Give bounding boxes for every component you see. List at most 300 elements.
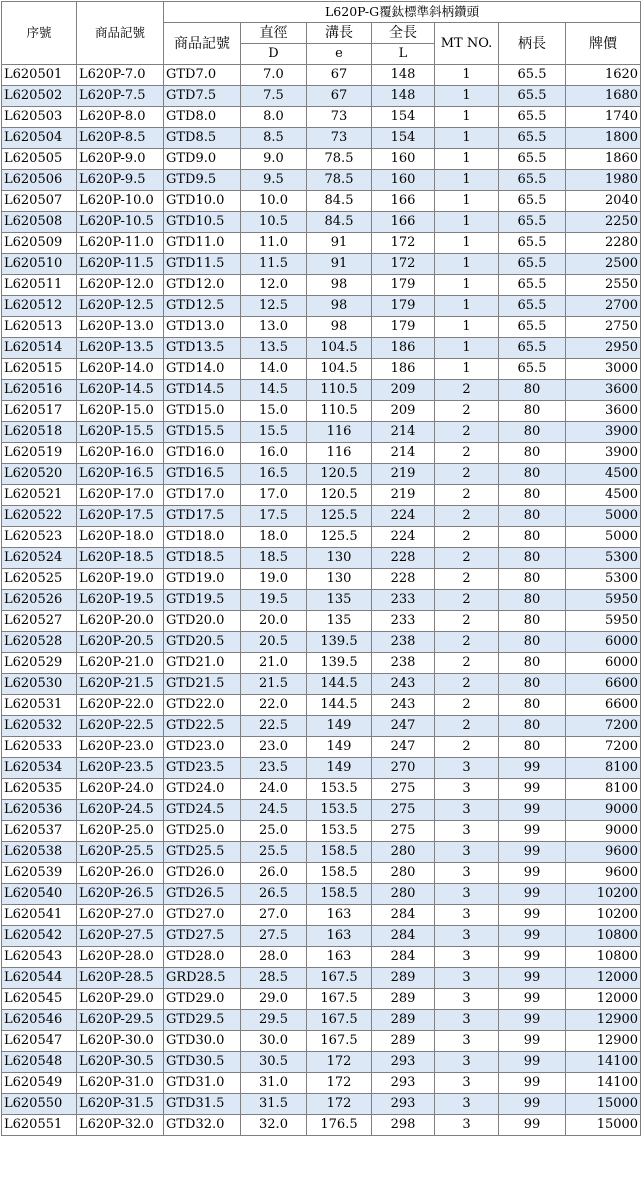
cell-mt-no: 2: [435, 632, 499, 653]
cell-product-code-2: GTD24.0: [164, 779, 241, 800]
table-row: [2, 548, 641, 569]
cell-price: 3900: [566, 443, 641, 464]
cell-price: 14100: [566, 1073, 641, 1094]
cell-diameter: 20.5: [241, 632, 307, 653]
cell-serial: L620531: [2, 695, 77, 716]
cell-diameter: 12.0: [241, 275, 307, 296]
cell-shank-length: 65.5: [499, 170, 566, 191]
cell-product-code: L620P-22.5: [77, 716, 164, 737]
cell-product-code-2: GTD20.5: [164, 632, 241, 653]
cell-mt-no: 1: [435, 359, 499, 380]
table-row: [2, 842, 641, 863]
cell-diameter: 14.0: [241, 359, 307, 380]
table-row: [2, 296, 641, 317]
cell-diameter: 25.5: [241, 842, 307, 863]
cell-shank-length: 80: [499, 695, 566, 716]
table-row: [2, 191, 641, 212]
cell-shank-length: 65.5: [499, 275, 566, 296]
cell-product-code-2: GTD18.0: [164, 527, 241, 548]
cell-product-code-2: GTD10.0: [164, 191, 241, 212]
cell-total-length: 280: [372, 842, 435, 863]
cell-diameter: 23.5: [241, 758, 307, 779]
cell-product-code-2: GTD30.5: [164, 1052, 241, 1073]
cell-product-code-2: GTD14.0: [164, 359, 241, 380]
cell-mt-no: 3: [435, 1073, 499, 1094]
cell-price: 5000: [566, 506, 641, 527]
cell-product-code-2: GTD13.5: [164, 338, 241, 359]
cell-mt-no: 2: [435, 674, 499, 695]
cell-total-length: 154: [372, 128, 435, 149]
cell-flute-length: 78.5: [307, 170, 372, 191]
cell-product-code-2: GTD7.5: [164, 86, 241, 107]
table-row: [2, 338, 641, 359]
cell-serial: L620538: [2, 842, 77, 863]
cell-total-length: 228: [372, 569, 435, 590]
cell-diameter: 21.0: [241, 653, 307, 674]
cell-total-length: 289: [372, 968, 435, 989]
cell-price: 12000: [566, 968, 641, 989]
cell-diameter: 11.5: [241, 254, 307, 275]
cell-diameter: 24.5: [241, 800, 307, 821]
cell-serial: L620530: [2, 674, 77, 695]
cell-total-length: 166: [372, 191, 435, 212]
cell-product-code-2: GTD10.5: [164, 212, 241, 233]
cell-total-length: 228: [372, 548, 435, 569]
cell-shank-length: 80: [499, 548, 566, 569]
cell-serial: L620541: [2, 905, 77, 926]
cell-product-code: L620P-13.5: [77, 338, 164, 359]
cell-price: 15000: [566, 1115, 641, 1136]
cell-product-code: L620P-7.0: [77, 65, 164, 86]
cell-shank-length: 80: [499, 611, 566, 632]
cell-product-code-2: GTD15.0: [164, 401, 241, 422]
cell-total-length: 179: [372, 317, 435, 338]
cell-flute-length: 158.5: [307, 884, 372, 905]
cell-price: 6600: [566, 674, 641, 695]
cell-product-code-2: GTD12.5: [164, 296, 241, 317]
cell-diameter: 32.0: [241, 1115, 307, 1136]
cell-serial: L620509: [2, 233, 77, 254]
cell-shank-length: 65.5: [499, 296, 566, 317]
cell-flute-length: 172: [307, 1094, 372, 1115]
cell-diameter: 7.5: [241, 86, 307, 107]
cell-product-code: L620P-24.5: [77, 800, 164, 821]
cell-product-code: L620P-8.5: [77, 128, 164, 149]
cell-product-code-2: GTD29.0: [164, 989, 241, 1010]
cell-shank-length: 65.5: [499, 359, 566, 380]
cell-product-code: L620P-10.0: [77, 191, 164, 212]
cell-serial: L620507: [2, 191, 77, 212]
cell-flute-length: 73: [307, 107, 372, 128]
cell-diameter: 29.0: [241, 989, 307, 1010]
cell-product-code: L620P-26.5: [77, 884, 164, 905]
cell-total-length: 219: [372, 464, 435, 485]
cell-total-length: 224: [372, 527, 435, 548]
cell-product-code: L620P-28.5: [77, 968, 164, 989]
table-row: [2, 1031, 641, 1052]
cell-diameter: 10.0: [241, 191, 307, 212]
cell-shank-length: 65.5: [499, 65, 566, 86]
cell-flute-length: 153.5: [307, 800, 372, 821]
cell-price: 7200: [566, 737, 641, 758]
cell-total-length: 148: [372, 65, 435, 86]
cell-total-length: 172: [372, 254, 435, 275]
cell-serial: L620502: [2, 86, 77, 107]
cell-product-code: L620P-24.0: [77, 779, 164, 800]
cell-price: 8100: [566, 779, 641, 800]
cell-price: 12900: [566, 1010, 641, 1031]
cell-product-code: L620P-14.5: [77, 380, 164, 401]
cell-product-code-2: GTD19.0: [164, 569, 241, 590]
cell-total-length: 209: [372, 401, 435, 422]
cell-shank-length: 80: [499, 716, 566, 737]
cell-product-code-2: GTD31.5: [164, 1094, 241, 1115]
cell-mt-no: 1: [435, 128, 499, 149]
cell-product-code: L620P-17.0: [77, 485, 164, 506]
cell-total-length: 179: [372, 275, 435, 296]
cell-mt-no: 3: [435, 947, 499, 968]
cell-shank-length: 99: [499, 1073, 566, 1094]
cell-product-code-2: GTD17.5: [164, 506, 241, 527]
table-row: [2, 674, 641, 695]
cell-product-code: L620P-30.5: [77, 1052, 164, 1073]
cell-mt-no: 2: [435, 737, 499, 758]
cell-product-code: L620P-29.0: [77, 989, 164, 1010]
cell-serial: L620550: [2, 1094, 77, 1115]
cell-flute-length: 104.5: [307, 359, 372, 380]
cell-shank-length: 65.5: [499, 149, 566, 170]
cell-product-code-2: GTD22.5: [164, 716, 241, 737]
cell-shank-length: 80: [499, 569, 566, 590]
cell-flute-length: 84.5: [307, 191, 372, 212]
cell-price: 1860: [566, 149, 641, 170]
cell-diameter: 12.5: [241, 296, 307, 317]
cell-diameter: 31.0: [241, 1073, 307, 1094]
cell-flute-length: 163: [307, 947, 372, 968]
cell-product-code: L620P-31.5: [77, 1094, 164, 1115]
cell-product-code-2: GTD24.5: [164, 800, 241, 821]
cell-diameter: 8.0: [241, 107, 307, 128]
cell-product-code: L620P-25.5: [77, 842, 164, 863]
cell-flute-length: 149: [307, 737, 372, 758]
table-row: [2, 590, 641, 611]
cell-price: 2700: [566, 296, 641, 317]
cell-serial: L620529: [2, 653, 77, 674]
cell-product-code: L620P-13.0: [77, 317, 164, 338]
cell-price: 12000: [566, 989, 641, 1010]
cell-serial: L620527: [2, 611, 77, 632]
cell-mt-no: 1: [435, 338, 499, 359]
cell-shank-length: 80: [499, 401, 566, 422]
cell-flute-length: 153.5: [307, 821, 372, 842]
cell-flute-length: 167.5: [307, 968, 372, 989]
table-row: [2, 821, 641, 842]
cell-product-code-2: GTD14.5: [164, 380, 241, 401]
cell-serial: L620533: [2, 737, 77, 758]
cell-mt-no: 1: [435, 233, 499, 254]
cell-product-code-2: GTD21.5: [164, 674, 241, 695]
cell-flute-length: 139.5: [307, 653, 372, 674]
cell-flute-length: 116: [307, 443, 372, 464]
cell-price: 15000: [566, 1094, 641, 1115]
cell-product-code: L620P-20.0: [77, 611, 164, 632]
cell-shank-length: 80: [499, 422, 566, 443]
cell-flute-length: 91: [307, 254, 372, 275]
cell-mt-no: 1: [435, 191, 499, 212]
cell-product-code-2: GTD29.5: [164, 1010, 241, 1031]
table-row: [2, 527, 641, 548]
cell-product-code: L620P-8.0: [77, 107, 164, 128]
cell-shank-length: 65.5: [499, 191, 566, 212]
cell-product-code: L620P-12.0: [77, 275, 164, 296]
cell-product-code-2: GTD21.0: [164, 653, 241, 674]
header-product-code-2: 商品記號: [164, 23, 241, 65]
table-row: [2, 1094, 641, 1115]
cell-shank-length: 65.5: [499, 254, 566, 275]
cell-price: 2550: [566, 275, 641, 296]
cell-product-code: L620P-26.0: [77, 863, 164, 884]
cell-serial: L620512: [2, 296, 77, 317]
cell-mt-no: 2: [435, 569, 499, 590]
cell-flute-length: 163: [307, 926, 372, 947]
cell-flute-length: 163: [307, 905, 372, 926]
cell-serial: L620547: [2, 1031, 77, 1052]
cell-product-code-2: GTD17.0: [164, 485, 241, 506]
header-mt-no: MT NO.: [435, 23, 499, 65]
cell-product-code: L620P-7.5: [77, 86, 164, 107]
header-flute-length: 溝長: [307, 23, 372, 44]
table-body: [2, 65, 641, 1136]
cell-total-length: 280: [372, 863, 435, 884]
cell-mt-no: 2: [435, 380, 499, 401]
cell-product-code-2: GTD25.0: [164, 821, 241, 842]
cell-mt-no: 3: [435, 821, 499, 842]
cell-serial: L620523: [2, 527, 77, 548]
cell-total-length: 247: [372, 716, 435, 737]
header-price: 牌價: [566, 23, 641, 65]
cell-serial: L620508: [2, 212, 77, 233]
cell-mt-no: 2: [435, 590, 499, 611]
table-row: [2, 737, 641, 758]
cell-total-length: 238: [372, 632, 435, 653]
table-row: [2, 380, 641, 401]
cell-diameter: 13.5: [241, 338, 307, 359]
cell-price: 1980: [566, 170, 641, 191]
cell-flute-length: 110.5: [307, 380, 372, 401]
cell-mt-no: 1: [435, 275, 499, 296]
cell-product-code: L620P-12.5: [77, 296, 164, 317]
unit-total-length: L: [372, 44, 435, 65]
table-row: [2, 905, 641, 926]
cell-flute-length: 130: [307, 569, 372, 590]
cell-mt-no: 3: [435, 758, 499, 779]
cell-flute-length: 153.5: [307, 779, 372, 800]
cell-total-length: 154: [372, 107, 435, 128]
cell-mt-no: 3: [435, 863, 499, 884]
cell-product-code-2: GTD26.0: [164, 863, 241, 884]
cell-total-length: 298: [372, 1115, 435, 1136]
cell-total-length: 289: [372, 989, 435, 1010]
cell-total-length: 219: [372, 485, 435, 506]
cell-total-length: 233: [372, 611, 435, 632]
cell-serial: L620522: [2, 506, 77, 527]
cell-product-code-2: GTD28.0: [164, 947, 241, 968]
cell-diameter: 11.0: [241, 233, 307, 254]
cell-diameter: 31.5: [241, 1094, 307, 1115]
cell-product-code-2: GTD8.0: [164, 107, 241, 128]
cell-product-code-2: GTD9.0: [164, 149, 241, 170]
cell-shank-length: 65.5: [499, 233, 566, 254]
cell-product-code: L620P-23.5: [77, 758, 164, 779]
cell-total-length: 243: [372, 674, 435, 695]
cell-total-length: 160: [372, 170, 435, 191]
cell-diameter: 18.0: [241, 527, 307, 548]
cell-diameter: 9.0: [241, 149, 307, 170]
cell-price: 9000: [566, 800, 641, 821]
cell-shank-length: 99: [499, 800, 566, 821]
table-row: [2, 422, 641, 443]
cell-flute-length: 130: [307, 548, 372, 569]
cell-shank-length: 80: [499, 590, 566, 611]
cell-diameter: 27.0: [241, 905, 307, 926]
cell-flute-length: 98: [307, 275, 372, 296]
header-shank-length: 柄長: [499, 23, 566, 65]
cell-total-length: 284: [372, 905, 435, 926]
cell-serial: L620542: [2, 926, 77, 947]
cell-mt-no: 2: [435, 527, 499, 548]
cell-serial: L620526: [2, 590, 77, 611]
cell-diameter: 16.5: [241, 464, 307, 485]
cell-serial: L620516: [2, 380, 77, 401]
cell-product-code: L620P-18.5: [77, 548, 164, 569]
cell-serial: L620525: [2, 569, 77, 590]
cell-serial: L620548: [2, 1052, 77, 1073]
cell-flute-length: 98: [307, 317, 372, 338]
cell-product-code-2: GTD31.0: [164, 1073, 241, 1094]
cell-serial: L620503: [2, 107, 77, 128]
cell-serial: L620549: [2, 1073, 77, 1094]
table-row: [2, 485, 641, 506]
cell-price: 10200: [566, 905, 641, 926]
cell-product-code-2: GTD18.5: [164, 548, 241, 569]
cell-flute-length: 167.5: [307, 1031, 372, 1052]
cell-shank-length: 80: [499, 674, 566, 695]
cell-diameter: 10.5: [241, 212, 307, 233]
cell-price: 2750: [566, 317, 641, 338]
table-row: [2, 695, 641, 716]
cell-price: 3900: [566, 422, 641, 443]
cell-flute-length: 172: [307, 1073, 372, 1094]
cell-shank-length: 99: [499, 968, 566, 989]
cell-mt-no: 1: [435, 254, 499, 275]
cell-product-code-2: GTD7.0: [164, 65, 241, 86]
cell-price: 2250: [566, 212, 641, 233]
table-row: [2, 569, 641, 590]
title-row: [2, 2, 641, 23]
header-product-code: 商品記號: [77, 2, 164, 65]
table-row: [2, 758, 641, 779]
cell-product-code: L620P-25.0: [77, 821, 164, 842]
cell-mt-no: 2: [435, 611, 499, 632]
cell-product-code: L620P-11.0: [77, 233, 164, 254]
table-row: [2, 1052, 641, 1073]
cell-flute-length: 149: [307, 758, 372, 779]
cell-mt-no: 3: [435, 989, 499, 1010]
table-row: [2, 149, 641, 170]
cell-price: 10800: [566, 947, 641, 968]
cell-price: 2500: [566, 254, 641, 275]
cell-total-length: 214: [372, 443, 435, 464]
table-row: [2, 65, 641, 86]
cell-mt-no: 3: [435, 779, 499, 800]
cell-product-code-2: GTD20.0: [164, 611, 241, 632]
cell-price: 9600: [566, 863, 641, 884]
cell-product-code: L620P-30.0: [77, 1031, 164, 1052]
cell-diameter: 26.0: [241, 863, 307, 884]
table-row: [2, 464, 641, 485]
cell-product-code: L620P-29.5: [77, 1010, 164, 1031]
cell-shank-length: 65.5: [499, 86, 566, 107]
unit-diameter: D: [241, 44, 307, 65]
cell-product-code: L620P-17.5: [77, 506, 164, 527]
cell-diameter: 15.5: [241, 422, 307, 443]
cell-total-length: 289: [372, 1031, 435, 1052]
cell-product-code: L620P-32.0: [77, 1115, 164, 1136]
cell-product-code-2: GTD9.5: [164, 170, 241, 191]
cell-price: 12900: [566, 1031, 641, 1052]
cell-mt-no: 3: [435, 800, 499, 821]
cell-price: 2280: [566, 233, 641, 254]
cell-serial: L620524: [2, 548, 77, 569]
cell-diameter: 17.5: [241, 506, 307, 527]
cell-flute-length: 98: [307, 296, 372, 317]
table-row: [2, 863, 641, 884]
cell-total-length: 293: [372, 1094, 435, 1115]
cell-total-length: 148: [372, 86, 435, 107]
cell-serial: L620536: [2, 800, 77, 821]
cell-product-code: L620P-27.0: [77, 905, 164, 926]
cell-diameter: 26.5: [241, 884, 307, 905]
cell-product-code: L620P-15.0: [77, 401, 164, 422]
cell-diameter: 14.5: [241, 380, 307, 401]
cell-product-code: L620P-21.0: [77, 653, 164, 674]
cell-diameter: 22.5: [241, 716, 307, 737]
cell-shank-length: 99: [499, 821, 566, 842]
cell-total-length: 289: [372, 1010, 435, 1031]
cell-flute-length: 125.5: [307, 527, 372, 548]
cell-shank-length: 99: [499, 884, 566, 905]
table-row: [2, 506, 641, 527]
cell-mt-no: 2: [435, 506, 499, 527]
cell-diameter: 15.0: [241, 401, 307, 422]
cell-serial: L620517: [2, 401, 77, 422]
cell-shank-length: 65.5: [499, 338, 566, 359]
table-row: [2, 443, 641, 464]
cell-shank-length: 99: [499, 947, 566, 968]
cell-total-length: 224: [372, 506, 435, 527]
cell-diameter: 16.0: [241, 443, 307, 464]
cell-total-length: 214: [372, 422, 435, 443]
cell-mt-no: 3: [435, 1052, 499, 1073]
cell-product-code-2: GTD15.5: [164, 422, 241, 443]
cell-price: 1620: [566, 65, 641, 86]
table-row: [2, 1073, 641, 1094]
cell-price: 7200: [566, 716, 641, 737]
table-row: [2, 86, 641, 107]
cell-shank-length: 80: [499, 443, 566, 464]
cell-mt-no: 2: [435, 548, 499, 569]
cell-total-length: 275: [372, 800, 435, 821]
